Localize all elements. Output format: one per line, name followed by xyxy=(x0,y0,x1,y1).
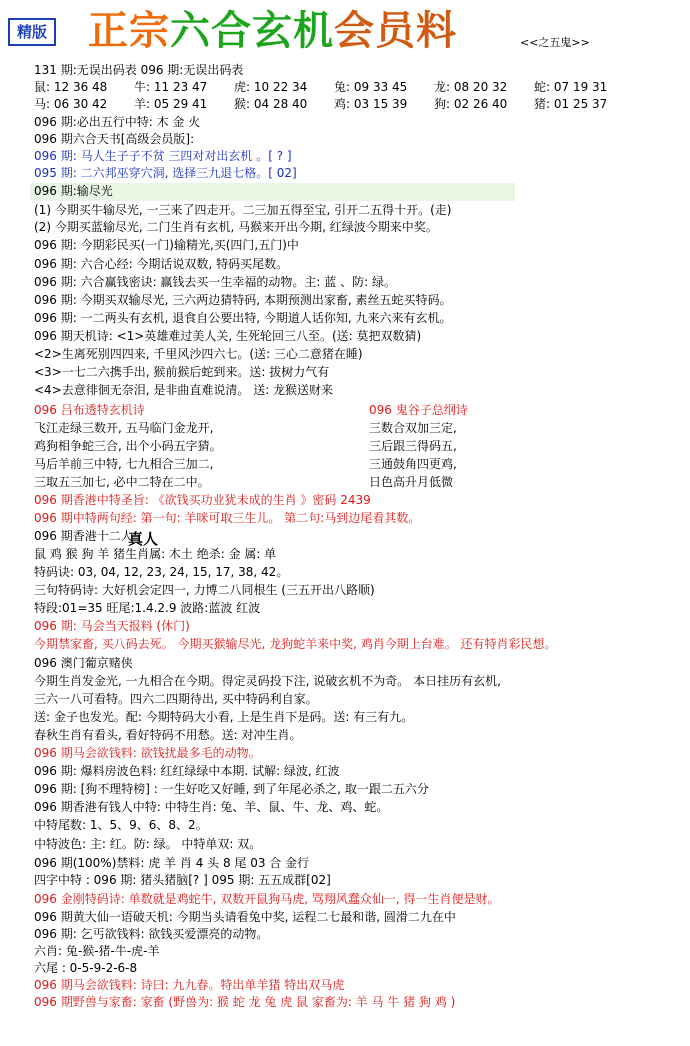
text-line xyxy=(34,438,664,455)
text-line: <2>生离死别四四来, 千里风沙四六七。(送: 三心二意猪在睡) xyxy=(34,347,363,361)
text-line: 096 期:必出五行中特: 木 金 火 xyxy=(34,115,201,129)
text-line: 096 期中特两句经: 第一句: 羊咪可取三生儿。 第二句:马到边尾看其数。 xyxy=(34,511,421,525)
zodiac-number-cell: 兔: 09 33 45 xyxy=(334,80,408,94)
text-line: 六肖: 兔-猴-猪-牛-虎-羊 xyxy=(34,944,160,958)
text-line xyxy=(34,420,664,437)
text-line: 096 期: 乞丐欲钱料: 欲钱买爱漂亮的动物。 xyxy=(34,927,269,941)
text-line: 096 期马会欲钱料: 欲钱扰最多毛的动物。 xyxy=(34,746,261,760)
zodiac-number-cell: 鸡: 03 15 39 xyxy=(334,97,408,111)
text-line: 特段:01=35 旺尾:1.4.2.9 波路:蓝波 红波 xyxy=(34,601,261,615)
text-line: <3>一七二六携手出, 猴前猴后蛇到来。送: 拔树力气有 xyxy=(34,365,330,379)
text-line: 中特波色: 主: 红。防: 绿。 中特单双: 双。 xyxy=(34,837,262,851)
text-line xyxy=(34,402,664,419)
text-line: (1) 今期买牛输尽光, 一三来了四走开。二三加五得至宝, 引开二五得十开。(走) xyxy=(34,203,452,217)
text-line xyxy=(34,474,664,491)
title-part-4: 会员料 xyxy=(334,7,457,54)
text-line: 今期禁家畜, 买八码去死。 今期买猴输尽光, 龙狗蛇羊来中奖, 鸡肖今期上台难。 还有特肖彩民想。 xyxy=(34,637,557,651)
text-line xyxy=(34,79,664,96)
title-part-3: 玄机 xyxy=(252,7,334,54)
text-line: 096 金刚特码诗: 单数就是鸡蛇牛, 双数开鼠狗马虎, 骂翔风蠢众仙一, 得一生肖便是财。 xyxy=(34,892,500,906)
poem-right: 三通鼓角四更鸡, xyxy=(369,457,457,471)
title-part-1: 正宗 xyxy=(88,7,170,54)
text-line: 096 期: 爆料房波色料: 红红绿绿中本期. 试解: 绿波, 红波 xyxy=(34,764,340,778)
text-line: 096 期: [狗不理特榜] : 一生好吃又好睡, 到了年尾必杀之, 取一跟二五六分 xyxy=(34,782,429,796)
premium-badge: 精版 xyxy=(8,18,56,46)
text-line: 096 期马会欲钱料: 诗曰: 九九春。特出单羊猪 特出双马虎 xyxy=(34,978,345,992)
text-line: 096 期香港有钱人中特: 中特生肖: 兔、羊、鼠、牛、龙、鸡、蛇。 xyxy=(34,800,389,814)
text-line: (2) 今期买蓝输尽光, 二门生肖有玄机, 马猴来开出今期, 红绿波今期来中奖。 xyxy=(34,220,438,234)
text-line xyxy=(34,96,664,113)
text-line: 096 期: 马人生子子不贫 三四对对出玄机 。[ ? ] xyxy=(34,149,292,163)
zodiac-number-cell: 马: 06 30 42 xyxy=(34,97,108,111)
text-line: 096 期野兽与家畜: 家畜 (野兽为: 猴 蛇 龙 兔 虎 鼠 家畜为: 羊 马 牛 猪 狗 鸡 ) xyxy=(34,995,456,1009)
poem-right: 三数合双加三定, xyxy=(369,421,457,435)
text-line: 送: 金子也发光。配: 今期特码大小看, 上是生肖下是码。送: 有三有九。 xyxy=(34,710,414,724)
zodiac-number-cell: 猪: 01 25 37 xyxy=(534,97,608,111)
zodiac-number-cell: 牛: 11 23 47 xyxy=(134,80,208,94)
poem-left: 096 吕布透特玄机诗 xyxy=(34,403,145,417)
text-line: 096 期: 今期彩民买(一门)输精光,买(四门,五门)中 xyxy=(34,238,299,252)
zodiac-number-cell: 狗: 02 26 40 xyxy=(434,97,508,111)
text-line: 096 期: 六合心经: 今期话说双数, 特码买尾数。 xyxy=(34,257,289,271)
overlay-text: 真人 xyxy=(128,530,159,548)
zodiac-number-cell: 虎: 10 22 34 xyxy=(234,80,308,94)
text-line: 096 期: 一二两头有玄机, 退食自公要出特, 今期道人话你知, 九来六来有玄机。 xyxy=(34,311,452,325)
poem-left: 鸡狗相争蛇三合, 出个小码五字猜。 xyxy=(34,439,222,453)
text-line: 095 期: 二六邦巫穿穴洞, 选择三九退七格。[ 02] xyxy=(34,166,297,180)
poem-right: 三后跟三得码五, xyxy=(369,439,457,453)
text-line: 096 期: 今期买双输尽光, 三六两边猜特码, 本期预测出家畜, 素丝五蛇买特码。 xyxy=(34,293,452,307)
text-line: 131 期:无误出码表 096 期:无误出码表 xyxy=(34,63,244,77)
text-line: 中特尾数: 1、5、9、6、8、2。 xyxy=(34,818,208,832)
text-line: <4>去意徘徊无奈泪, 是非曲直难说清。 送: 龙猴送财来 xyxy=(34,383,334,397)
text-line: 特码诀: 03, 04, 12, 23, 24, 15, 17, 38, 42。 xyxy=(34,565,289,579)
poem-left: 三取五三加七, 必中二特在二中。 xyxy=(34,475,210,489)
text-line: 三六一八可看特。四六二四期待出, 买中特码利自家。 xyxy=(34,692,318,706)
text-line: 096 期黄大仙一语破天机: 今期当头请看兔中奖, 运程二七最和谐, 圆滑二九在中 xyxy=(34,910,456,924)
title-part-2: 六合 xyxy=(170,7,252,54)
text-line: 今期生肖发金光, 一九相合在今期。得定灵码投下注, 说破玄机不为奇。 本日挂历有玄机, xyxy=(34,674,501,688)
page-subtitle: <<之五鬼>> xyxy=(520,36,590,49)
text-line: 096 澳门葡京赌侠 xyxy=(34,656,133,670)
text-line: 096 期香港中特圣旨: 《欲钱买功业犹未成的生肖 》密码 2439 xyxy=(34,493,371,507)
text-line xyxy=(34,456,664,473)
text-line: 春秋生肖有看头, 看好特码不用愁。送: 对冲生肖。 xyxy=(34,728,302,742)
text-line: 三句特码诗: 大好机会定四一, 力博二八同根生 (三五开出八路顺) xyxy=(34,583,375,597)
zodiac-number-cell: 鼠: 12 36 48 xyxy=(34,80,108,94)
text-line: 096 期: 马会当天报料 (休门) xyxy=(34,619,190,633)
text-line: 096 期:输尽光 xyxy=(34,184,113,198)
text-line: 四字中特 : 096 期: 猪头猪脑[? ] 095 期: 五五成群[02] xyxy=(34,873,331,887)
text-line: 096 期六合天书[高级会员版]: xyxy=(34,132,195,146)
zodiac-number-cell: 蛇: 07 19 31 xyxy=(534,80,608,94)
poem-left: 马后羊前三中特, 七九相合三加二, xyxy=(34,457,214,471)
poem-right: 096 鬼谷子总纲诗 xyxy=(369,403,468,417)
text-line: 096 期: 六合赢钱密诀: 赢钱去买一生幸福的动物。主: 蓝 、防: 绿。 xyxy=(34,275,396,289)
zodiac-number-cell: 羊: 05 29 41 xyxy=(134,97,208,111)
text-line: 096 期香港十二人 xyxy=(34,529,133,543)
text-line: 六尾 : 0-5-9-2-6-8 xyxy=(34,961,138,975)
text-line: 096 期(100%)禁料: 虎 羊 肖 4 头 8 尾 03 合 金行 xyxy=(34,856,310,870)
page-title xyxy=(88,6,457,56)
text-line: 鼠 鸡 猴 狗 羊 猪生肖属: 木土 绝杀: 金 属: 单 xyxy=(34,547,277,561)
poem-right: 日色高升月低微 xyxy=(369,475,454,489)
text-line: 096 期天机诗: <1>英雄难过美人关, 生死轮回三八至。(送: 莫把双数猜) xyxy=(34,329,422,343)
zodiac-number-cell: 猴: 04 28 40 xyxy=(234,97,308,111)
zodiac-number-cell: 龙: 08 20 32 xyxy=(434,80,508,94)
poem-left: 飞江走绿三数开, 五马临门金龙开, xyxy=(34,421,214,435)
